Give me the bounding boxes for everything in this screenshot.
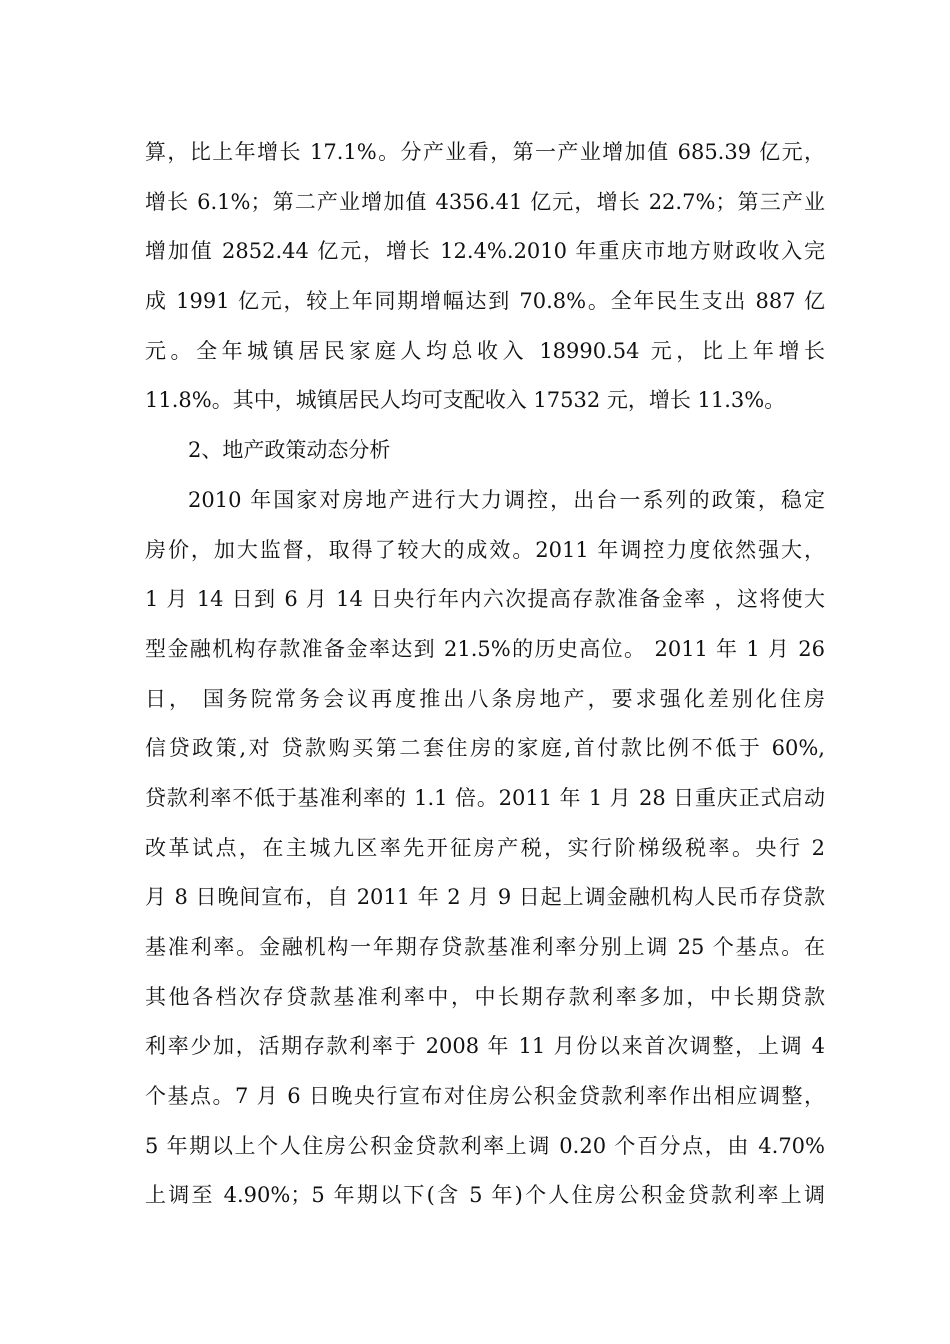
text-line: 成 1991 亿元，较上年同期增幅达到 70.8%。全年民生支出 887 亿 [145, 289, 825, 314]
text-line: 月 8 日晚间宣布，自 2011 年 2 月 9 日起上调金融机构人民币存贷款 [145, 885, 825, 910]
text-line: 其他各档次存贷款基准利率中，中长期存款利率多加，中长期贷款 [145, 984, 825, 1009]
text-line: 基准利率。金融机构一年期存贷款基准利率分别上调 25 个基点。在 [145, 935, 825, 959]
text-line: 利率少加，活期存款利率于 2008 年 11 月份以来首次调整，上调 4 [145, 1034, 825, 1059]
text-line: 房价，加大监督，取得了较大的成效。2011 年调控力度依然强大， [145, 537, 825, 562]
text-line: 信贷政策,对 贷款购买第二套住房的家庭,首付款比例不低于 60%, [145, 736, 825, 761]
text-line: 5 年期以上个人住房公积金贷款利率上调 0.20 个百分点，由 4.70% [145, 1133, 825, 1158]
text-line: 贷款利率不低于基准利率的 1.1 倍。2011 年 1 月 28 日重庆正式启动 [145, 785, 825, 810]
text-line: 个基点。7 月 6 日晚央行宣布对住房公积金贷款利率作出相应调整， [145, 1084, 825, 1109]
text-line: 1 月 14 日到 6 月 14 日央行年内六次提高存款准备金率 ，这将使大 [145, 587, 825, 612]
text-line: 日， 国务院常务会议再度推出八条房地产，要求强化差别化住房 [145, 686, 825, 711]
text-line: 2010 年国家对房地产进行大力调控，出台一系列的政策，稳定 [188, 487, 825, 512]
text-line: 11.8%。其中，城镇居民人均可支配收入 17532 元，增长 11.3%。 [145, 388, 786, 413]
section-heading: 2、地产政策动态分析 [188, 438, 391, 463]
text-line: 上调至 4.90%；5 年期以下(含 5 年)个人住房公积金贷款利率上调 [145, 1183, 825, 1208]
text-line: 算，比上年增长 17.1%。分产业看，第一产业增加值 685.39 亿元， [145, 140, 825, 164]
text-line: 元。全年城镇居民家庭人均总收入 18990.54 元，比上年增长 [145, 338, 825, 363]
body-text [145, 128, 825, 1221]
text-line: 增加值 2852.44 亿元，增长 12.4%.2010 年重庆市地方财政收入完 [145, 239, 825, 264]
text-line: 改革试点，在主城九区率先开征房产税，实行阶梯级税率。央行 2 [145, 835, 825, 860]
text-line: 增长 6.1%；第二产业增加值 4356.41 亿元，增长 22.7%；第三产业 [145, 189, 825, 214]
text-line: 型金融机构存款准备金率达到 21.5%的历史高位。 2011 年 1 月 26 [145, 636, 825, 661]
